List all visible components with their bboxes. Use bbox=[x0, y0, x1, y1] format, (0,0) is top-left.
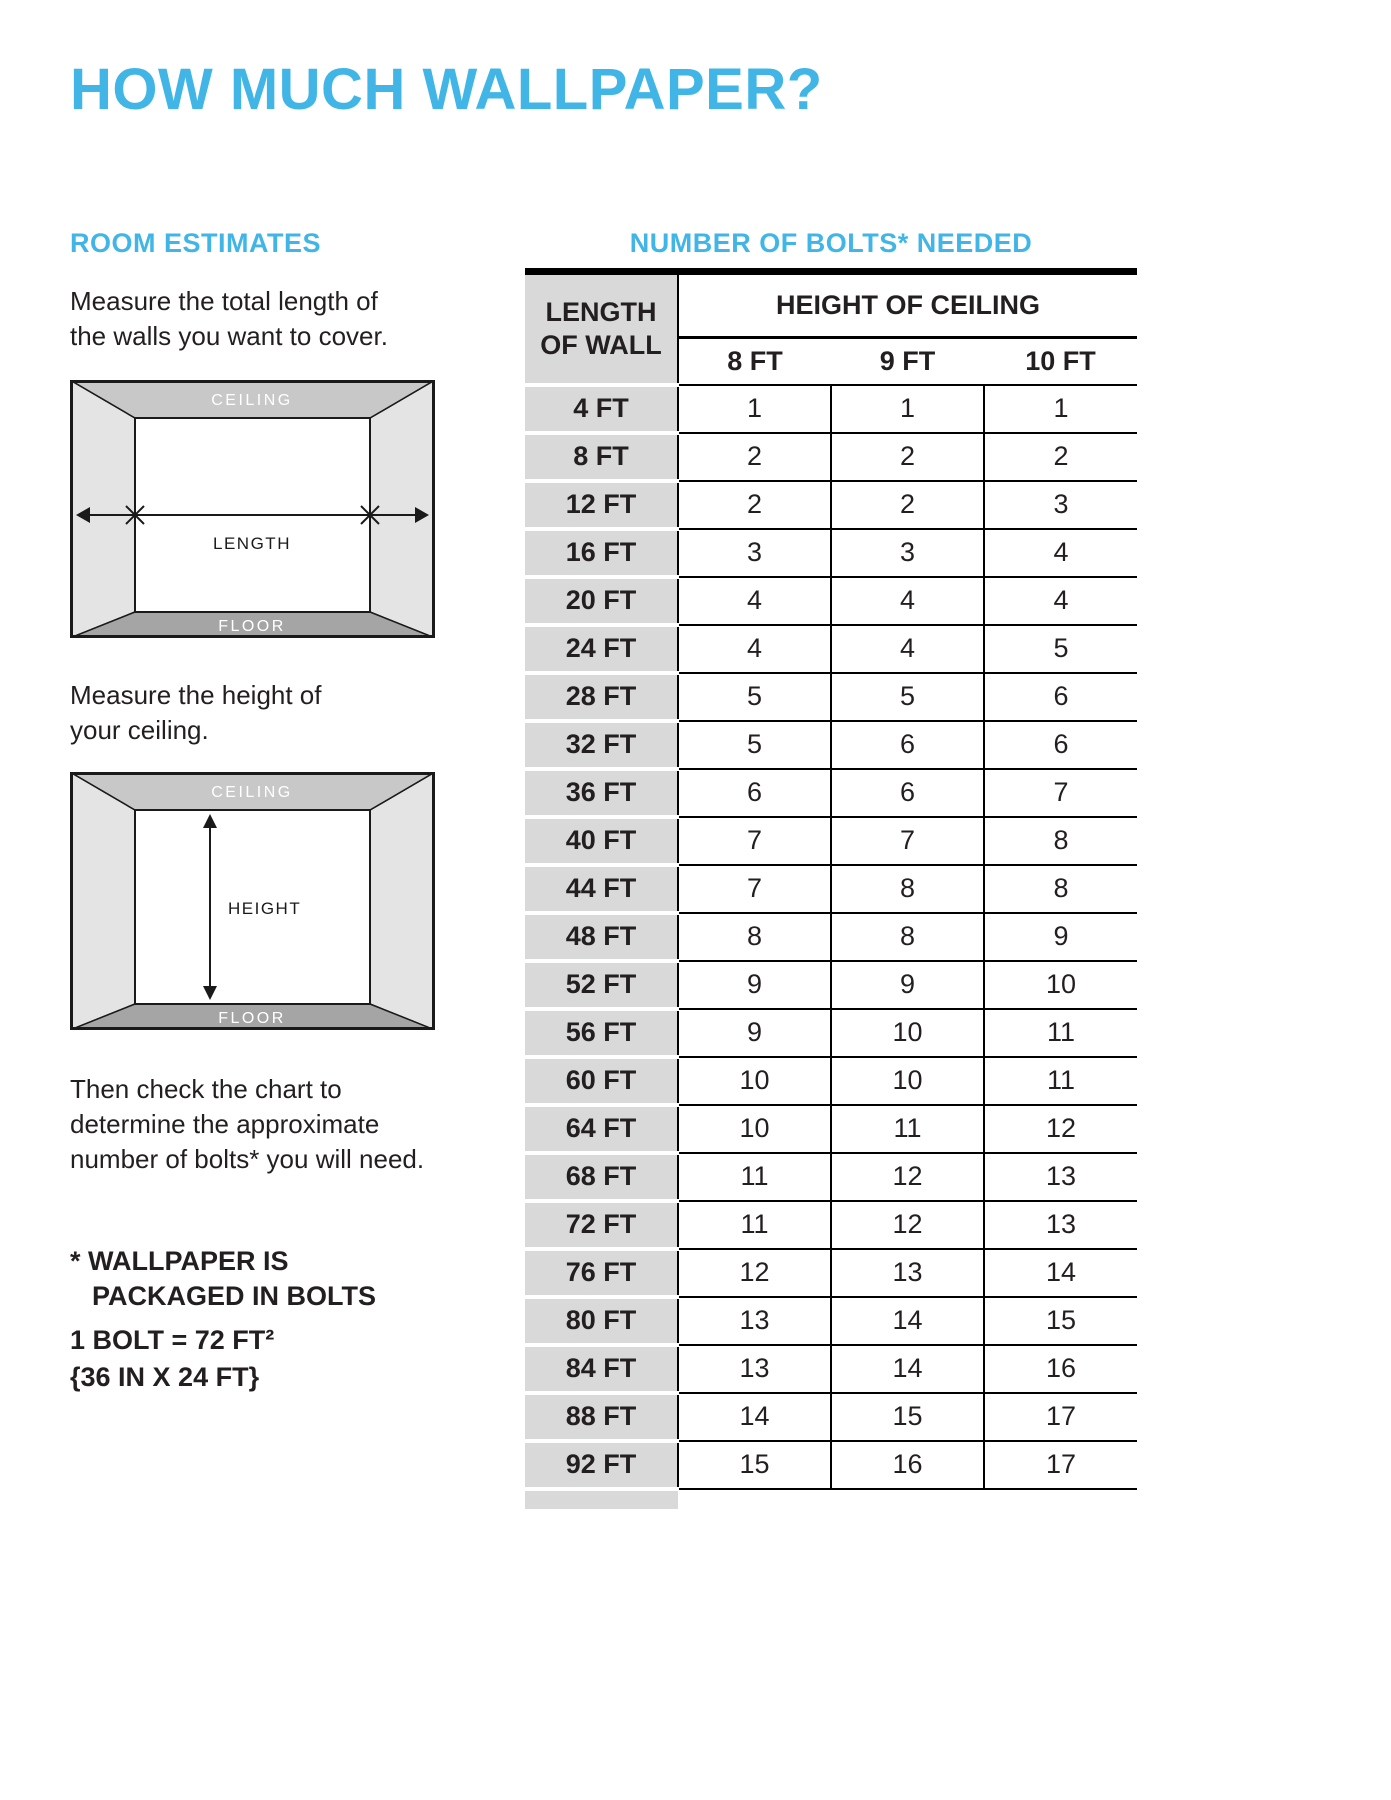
wall-length-cell: 92 FT bbox=[525, 1441, 678, 1489]
wall-length-cell: 44 FT bbox=[525, 865, 678, 913]
bolt-count-cell: 5 bbox=[678, 721, 831, 769]
table-row bbox=[525, 1057, 1137, 1105]
wall-length-cell: 4 FT bbox=[525, 385, 678, 433]
bolt-count-cell: 12 bbox=[831, 1201, 984, 1249]
table-row bbox=[525, 913, 1137, 961]
ceiling-label: CEILING bbox=[211, 392, 293, 409]
length-of-wall-header-line2: OF WALL bbox=[540, 329, 662, 360]
table-row bbox=[525, 1201, 1137, 1249]
bolt-count-cell: 13 bbox=[831, 1249, 984, 1297]
table-row bbox=[525, 817, 1137, 865]
bolt-count-cell: 4 bbox=[678, 625, 831, 673]
page-title: HOW MUCH WALLPAPER? bbox=[70, 57, 823, 122]
bolt-equation bbox=[70, 1322, 274, 1396]
bolt-count-cell: 8 bbox=[831, 913, 984, 961]
table-row bbox=[525, 1345, 1137, 1393]
floor-label: FLOOR bbox=[218, 1010, 286, 1027]
table-row bbox=[525, 1009, 1137, 1057]
bolt-count-cell: 1 bbox=[831, 385, 984, 433]
bolt-count-cell: 13 bbox=[984, 1201, 1137, 1249]
bolt-count-cell: 13 bbox=[678, 1345, 831, 1393]
bolt-count-cell: 2 bbox=[678, 433, 831, 481]
bolt-count-cell: 10 bbox=[984, 961, 1137, 1009]
bolt-count-cell: 2 bbox=[678, 481, 831, 529]
bolts-table bbox=[525, 268, 1137, 1491]
table-header-row-group bbox=[525, 272, 1137, 338]
bolt-count-cell: 3 bbox=[831, 529, 984, 577]
wall-length-cell: 28 FT bbox=[525, 673, 678, 721]
height-dimension-label: HEIGHT bbox=[228, 899, 302, 918]
room-height-diagram bbox=[70, 772, 435, 1030]
length-dimension-label: LENGTH bbox=[213, 534, 291, 553]
bolt-count-cell: 15 bbox=[831, 1393, 984, 1441]
bolt-count-cell: 4 bbox=[678, 577, 831, 625]
height-of-ceiling-header: HEIGHT OF CEILING bbox=[678, 272, 1137, 338]
bolt-count-cell: 6 bbox=[831, 769, 984, 817]
bolt-count-cell: 12 bbox=[831, 1153, 984, 1201]
wall-length-cell: 64 FT bbox=[525, 1105, 678, 1153]
bolt-count-cell: 2 bbox=[831, 433, 984, 481]
table-row bbox=[525, 1393, 1137, 1441]
bolt-count-cell: 7 bbox=[984, 769, 1137, 817]
chart-instruction-line1: Then check the chart to bbox=[70, 1074, 342, 1104]
bolt-count-cell: 5 bbox=[984, 625, 1137, 673]
bolt-count-cell: 11 bbox=[678, 1201, 831, 1249]
bolt-count-cell: 7 bbox=[831, 817, 984, 865]
bolt-count-cell: 14 bbox=[831, 1297, 984, 1345]
bolt-count-cell: 6 bbox=[984, 721, 1137, 769]
table-row bbox=[525, 625, 1137, 673]
height-instruction-line1: Measure the height of bbox=[70, 680, 322, 710]
wall-length-cell: 36 FT bbox=[525, 769, 678, 817]
bolt-count-cell: 9 bbox=[831, 961, 984, 1009]
table-row bbox=[525, 529, 1137, 577]
length-instruction-line2: the walls you want to cover. bbox=[70, 321, 388, 351]
bolt-count-cell: 13 bbox=[678, 1297, 831, 1345]
bolt-count-cell: 2 bbox=[984, 433, 1137, 481]
column-header-9ft: 9 FT bbox=[831, 338, 984, 385]
wall-length-cell: 32 FT bbox=[525, 721, 678, 769]
wall-length-cell: 24 FT bbox=[525, 625, 678, 673]
chart-instruction bbox=[70, 1072, 424, 1177]
bolt-count-cell: 1 bbox=[678, 385, 831, 433]
bolt-count-cell: 11 bbox=[678, 1153, 831, 1201]
bolt-count-cell: 14 bbox=[831, 1345, 984, 1393]
bolt-count-cell: 16 bbox=[984, 1345, 1137, 1393]
bolt-count-cell: 6 bbox=[831, 721, 984, 769]
left-wall-face bbox=[70, 380, 135, 638]
table-row bbox=[525, 1297, 1137, 1345]
bolt-count-cell: 5 bbox=[678, 673, 831, 721]
bolt-count-cell: 10 bbox=[678, 1105, 831, 1153]
chart-instruction-line3: number of bolts* you will need. bbox=[70, 1144, 425, 1174]
bolt-count-cell: 15 bbox=[678, 1441, 831, 1489]
room-estimates-heading: ROOM ESTIMATES bbox=[70, 228, 322, 258]
bolts-footnote-line2: PACKAGED IN BOLTS bbox=[92, 1281, 377, 1311]
chart-instruction-line2: determine the approximate bbox=[70, 1109, 380, 1139]
bolts-needed-heading: NUMBER OF BOLTS* NEEDED bbox=[629, 228, 1033, 258]
bolt-count-cell: 6 bbox=[678, 769, 831, 817]
table-row bbox=[525, 1249, 1137, 1297]
bolt-count-cell: 10 bbox=[831, 1057, 984, 1105]
bolt-count-cell: 8 bbox=[984, 865, 1137, 913]
bolt-count-cell: 17 bbox=[984, 1393, 1137, 1441]
wall-length-cell: 80 FT bbox=[525, 1297, 678, 1345]
bolt-count-cell: 10 bbox=[678, 1057, 831, 1105]
table-row bbox=[525, 385, 1137, 433]
table-row bbox=[525, 673, 1137, 721]
table-body bbox=[525, 385, 1137, 1489]
length-of-wall-header-line1: LENGTH bbox=[545, 296, 657, 327]
bolt-count-cell: 10 bbox=[831, 1009, 984, 1057]
floor-label: FLOOR bbox=[218, 618, 286, 635]
wall-length-cell: 60 FT bbox=[525, 1057, 678, 1105]
bolt-count-cell: 14 bbox=[678, 1393, 831, 1441]
bolt-equation-line2: {36 IN X 24 FT} bbox=[70, 1362, 260, 1392]
bolt-count-cell: 8 bbox=[831, 865, 984, 913]
column-header-10ft: 10 FT bbox=[984, 338, 1137, 385]
height-instruction bbox=[70, 678, 322, 748]
bolt-count-cell: 7 bbox=[678, 817, 831, 865]
wall-length-cell: 56 FT bbox=[525, 1009, 678, 1057]
table-row bbox=[525, 577, 1137, 625]
table-row bbox=[525, 769, 1137, 817]
bolt-count-cell: 4 bbox=[984, 529, 1137, 577]
wall-length-cell: 52 FT bbox=[525, 961, 678, 1009]
bolt-count-cell: 9 bbox=[984, 913, 1137, 961]
bolts-table-section bbox=[525, 268, 1137, 1509]
bolt-count-cell: 5 bbox=[831, 673, 984, 721]
wall-length-cell: 72 FT bbox=[525, 1201, 678, 1249]
bolt-count-cell: 15 bbox=[984, 1297, 1137, 1345]
wall-length-cell: 84 FT bbox=[525, 1345, 678, 1393]
wall-length-cell: 20 FT bbox=[525, 577, 678, 625]
bolt-count-cell: 11 bbox=[984, 1009, 1137, 1057]
wall-length-cell: 48 FT bbox=[525, 913, 678, 961]
bolt-count-cell: 11 bbox=[984, 1057, 1137, 1105]
bolt-count-cell: 4 bbox=[831, 577, 984, 625]
bolt-count-cell: 4 bbox=[984, 577, 1137, 625]
table-row bbox=[525, 865, 1137, 913]
bolt-count-cell: 12 bbox=[678, 1249, 831, 1297]
bolt-count-cell: 12 bbox=[984, 1105, 1137, 1153]
length-instruction bbox=[70, 284, 388, 354]
bolt-count-cell: 6 bbox=[984, 673, 1137, 721]
bolt-count-cell: 11 bbox=[831, 1105, 984, 1153]
bolt-count-cell: 8 bbox=[678, 913, 831, 961]
table-row bbox=[525, 481, 1137, 529]
table-row bbox=[525, 961, 1137, 1009]
table-row bbox=[525, 1105, 1137, 1153]
bolt-count-cell: 16 bbox=[831, 1441, 984, 1489]
wall-length-cell: 8 FT bbox=[525, 433, 678, 481]
bolts-footnote bbox=[70, 1244, 376, 1314]
bolt-count-cell: 4 bbox=[831, 625, 984, 673]
bolt-count-cell: 13 bbox=[984, 1153, 1137, 1201]
wall-length-cell: 16 FT bbox=[525, 529, 678, 577]
length-instruction-line1: Measure the total length of bbox=[70, 286, 378, 316]
bolt-count-cell: 3 bbox=[678, 529, 831, 577]
wall-length-cell: 12 FT bbox=[525, 481, 678, 529]
wall-length-cell: 88 FT bbox=[525, 1393, 678, 1441]
bolt-count-cell: 9 bbox=[678, 1009, 831, 1057]
bolt-count-cell: 9 bbox=[678, 961, 831, 1009]
height-instruction-line2: your ceiling. bbox=[70, 715, 209, 745]
bolt-equation-line1: 1 BOLT = 72 FT² bbox=[70, 1325, 275, 1355]
bolts-footnote-line1: * WALLPAPER IS bbox=[70, 1246, 289, 1276]
length-of-wall-header bbox=[525, 272, 678, 385]
right-wall-face bbox=[370, 380, 435, 638]
bolt-count-cell: 17 bbox=[984, 1441, 1137, 1489]
bolt-count-cell: 1 bbox=[984, 385, 1137, 433]
bolt-count-cell: 7 bbox=[678, 865, 831, 913]
room-length-diagram bbox=[70, 380, 435, 638]
bolt-count-cell: 14 bbox=[984, 1249, 1137, 1297]
bolt-count-cell: 2 bbox=[831, 481, 984, 529]
table-row bbox=[525, 1153, 1137, 1201]
left-wall-face bbox=[70, 772, 135, 1030]
wall-length-cell: 40 FT bbox=[525, 817, 678, 865]
length-column-footer-stub bbox=[525, 1491, 678, 1509]
right-wall-face bbox=[370, 772, 435, 1030]
column-header-8ft: 8 FT bbox=[678, 338, 831, 385]
wall-length-cell: 68 FT bbox=[525, 1153, 678, 1201]
ceiling-label: CEILING bbox=[211, 784, 293, 801]
table-row bbox=[525, 1441, 1137, 1489]
bolt-count-cell: 3 bbox=[984, 481, 1137, 529]
table-row bbox=[525, 721, 1137, 769]
wall-length-cell: 76 FT bbox=[525, 1249, 678, 1297]
table-row bbox=[525, 433, 1137, 481]
bolt-count-cell: 8 bbox=[984, 817, 1137, 865]
